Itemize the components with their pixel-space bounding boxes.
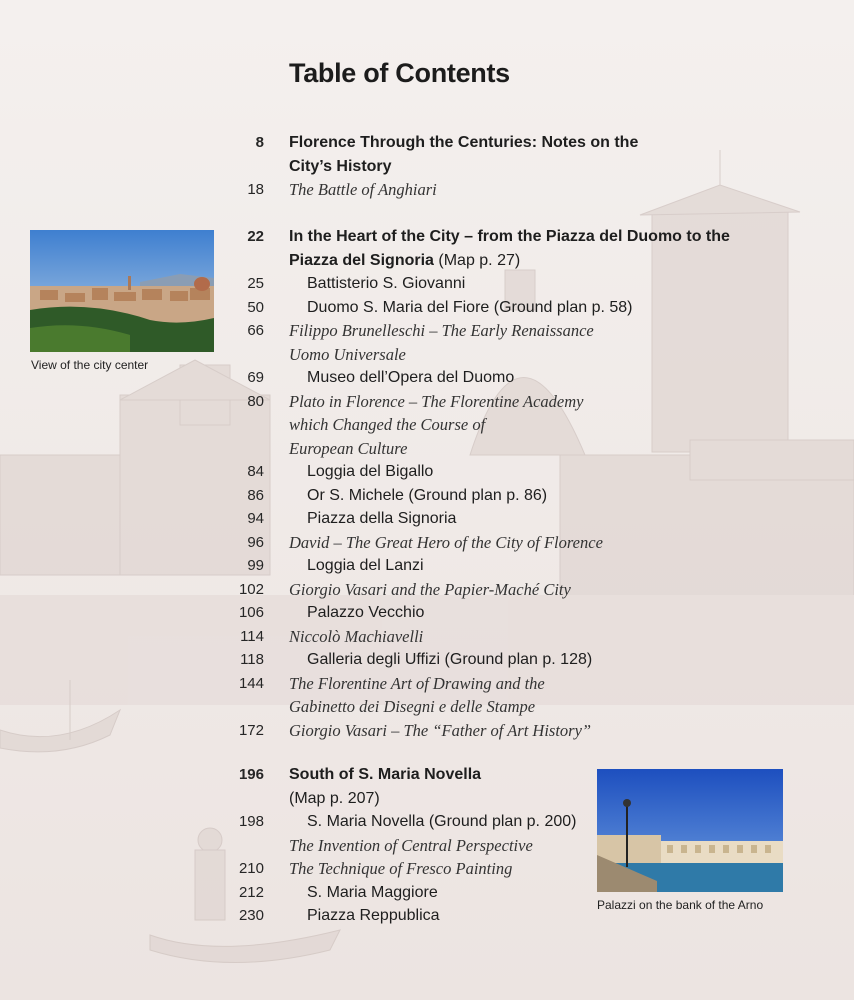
- toc-page-number: 230: [238, 907, 264, 924]
- toc-page-number: 94: [247, 510, 264, 527]
- toc-entry-title: [289, 719, 591, 743]
- toc-entry-line: Loggia del Bigallo: [307, 463, 434, 480]
- toc-entry-title: [289, 531, 603, 555]
- toc-entry-line: Giorgio Vasari – The “Father of Art History”: [289, 720, 592, 740]
- toc-entry: [0, 531, 854, 554]
- toc-entry-title: [307, 810, 576, 834]
- toc-entry-line: S. Maria Novella (Ground plan p. 200): [307, 813, 577, 830]
- toc-entry-line: The Invention of Central Perspective: [289, 835, 533, 855]
- toc-entry: [0, 672, 854, 716]
- arno-caption: Palazzi on the bank of the Arno: [597, 898, 764, 912]
- toc-entry-line: Uomo Universale: [289, 344, 406, 364]
- toc-entry-line: David – The Great Hero of the City of Florence: [289, 532, 603, 552]
- toc-entry-title: [289, 319, 594, 366]
- toc-page-number: 50: [247, 298, 264, 316]
- toc-entry-line: The Battle of Anghiari: [289, 180, 437, 199]
- toc-page-number: 212: [238, 883, 264, 901]
- toc-entry-line: Museo dell’Opera del Duomo: [307, 369, 515, 386]
- toc-entry-line: Piazza del Signoria (Map p. 27): [289, 251, 521, 269]
- toc-entry-line: South of S. Maria Novella: [289, 766, 482, 783]
- toc-entry: [0, 648, 854, 671]
- toc-entry-line: Plato in Florence – The Florentine Academy: [289, 391, 584, 411]
- toc-entry-title: [307, 296, 632, 320]
- toc-entry-title: [307, 484, 547, 508]
- toc-entry: [0, 131, 854, 175]
- toc-page-number: 102: [238, 580, 264, 598]
- toc-entry-line: Florence Through the Centuries: Notes on the: [289, 134, 639, 151]
- toc-entry: [0, 484, 854, 507]
- toc-page-number: 86: [247, 486, 264, 504]
- toc-page-number: 196: [238, 766, 264, 783]
- toc-entry-line: Loggia del Lanzi: [307, 557, 424, 574]
- toc-map-reference: (Map p. 207): [289, 789, 380, 807]
- toc-entry-line: S. Maria Maggiore: [307, 883, 438, 901]
- toc-page-number: 69: [247, 369, 264, 386]
- arno-photo: [597, 769, 783, 892]
- toc-entry-title: [307, 272, 465, 296]
- toc-entry-line: Piazza Reppublica: [307, 907, 440, 924]
- toc-entry: [0, 507, 854, 530]
- toc-entry-line: In the Heart of the City – from the Piazza del Duomo to the: [289, 228, 730, 245]
- toc-entry-line: The Technique of Fresco Painting: [289, 859, 513, 878]
- toc-entry-line: Filippo Brunelleschi – The Early Renaissance: [289, 321, 594, 340]
- toc-page-number: 118: [240, 651, 264, 668]
- toc-entry: [0, 719, 854, 742]
- toc-page-number: 22: [247, 228, 264, 245]
- toc-entry-title: [307, 881, 438, 905]
- toc-page-number: 172: [238, 721, 264, 739]
- toc-page-number: 25: [247, 275, 264, 292]
- toc-entry: [0, 625, 854, 648]
- toc-page-number: 18: [247, 181, 264, 198]
- toc-page-number: 8: [255, 134, 264, 151]
- toc-map-reference: (Map p. 27): [433, 251, 521, 269]
- toc-entry-line: Niccolò Machiavelli: [289, 626, 424, 646]
- toc-entry-line: The Florentine Art of Drawing and the: [289, 673, 545, 693]
- toc-entry-title: [307, 904, 440, 928]
- toc-entry-line: Or S. Michele (Ground plan p. 86): [307, 486, 548, 504]
- toc-entry-title: [289, 763, 481, 810]
- toc-entry: [0, 578, 854, 601]
- toc-entry-title: [289, 131, 638, 178]
- toc-entry-title: [307, 460, 433, 484]
- toc-entry-line: European Culture: [289, 438, 408, 458]
- toc-page-number: 84: [247, 463, 264, 480]
- toc-entry-line: Gabinetto dei Disegni e delle Stampe: [289, 697, 536, 716]
- toc-page-number: 144: [238, 674, 264, 692]
- toc-entry-title: [289, 625, 423, 649]
- toc-entry-line: Giorgio Vasari and the Papier-Maché City: [289, 579, 571, 599]
- toc-page-number: 198: [238, 813, 264, 830]
- toc-page-number: 210: [238, 860, 264, 877]
- toc-entry-title: [289, 578, 571, 602]
- toc-entry-title: [289, 225, 730, 272]
- toc-entry-title: [289, 178, 437, 202]
- toc-entry-line: which Changed the Course of: [289, 415, 486, 434]
- city-center-image: [30, 230, 214, 352]
- toc-entry-title: [289, 672, 545, 719]
- toc-entry-line: Duomo S. Maria del Fiore (Ground plan p. 58): [307, 298, 633, 316]
- toc-page-number: 99: [247, 557, 264, 574]
- city-center-caption: View of the city center: [31, 358, 149, 372]
- toc-entry-title: [289, 857, 512, 881]
- toc-page-number: 66: [247, 322, 264, 339]
- toc-entry-line: Piazza della Signoria: [307, 510, 457, 527]
- toc-page-number: 106: [238, 604, 264, 621]
- toc-entry: [0, 460, 854, 483]
- toc-page-number: 80: [247, 392, 264, 410]
- page-title: Table of Contents: [289, 58, 510, 88]
- arno-image: [597, 769, 783, 892]
- toc-page-number: 96: [247, 533, 264, 551]
- toc-entry-line: Palazzo Vecchio: [307, 604, 425, 621]
- toc-entry-title: [289, 390, 583, 461]
- toc-entry-line: City’s History: [289, 157, 392, 175]
- toc-entry-title: [307, 601, 424, 625]
- toc-entry-title: [307, 507, 456, 531]
- toc-entry-title: [307, 554, 424, 578]
- toc-entry-title: [307, 648, 592, 672]
- toc-entry-line: Battisterio S. Giovanni: [307, 275, 466, 292]
- toc-entry-title: [289, 834, 533, 858]
- toc-entry-title: [307, 366, 514, 390]
- toc-entry-line: Galleria degli Uffizi (Ground plan p. 128): [307, 651, 593, 668]
- toc-entry: [0, 178, 854, 201]
- city-center-photo: [30, 230, 214, 352]
- toc-entry: [0, 601, 854, 624]
- toc-entry: [0, 390, 854, 458]
- toc-page-number: 114: [240, 627, 264, 645]
- toc-entry: [0, 554, 854, 577]
